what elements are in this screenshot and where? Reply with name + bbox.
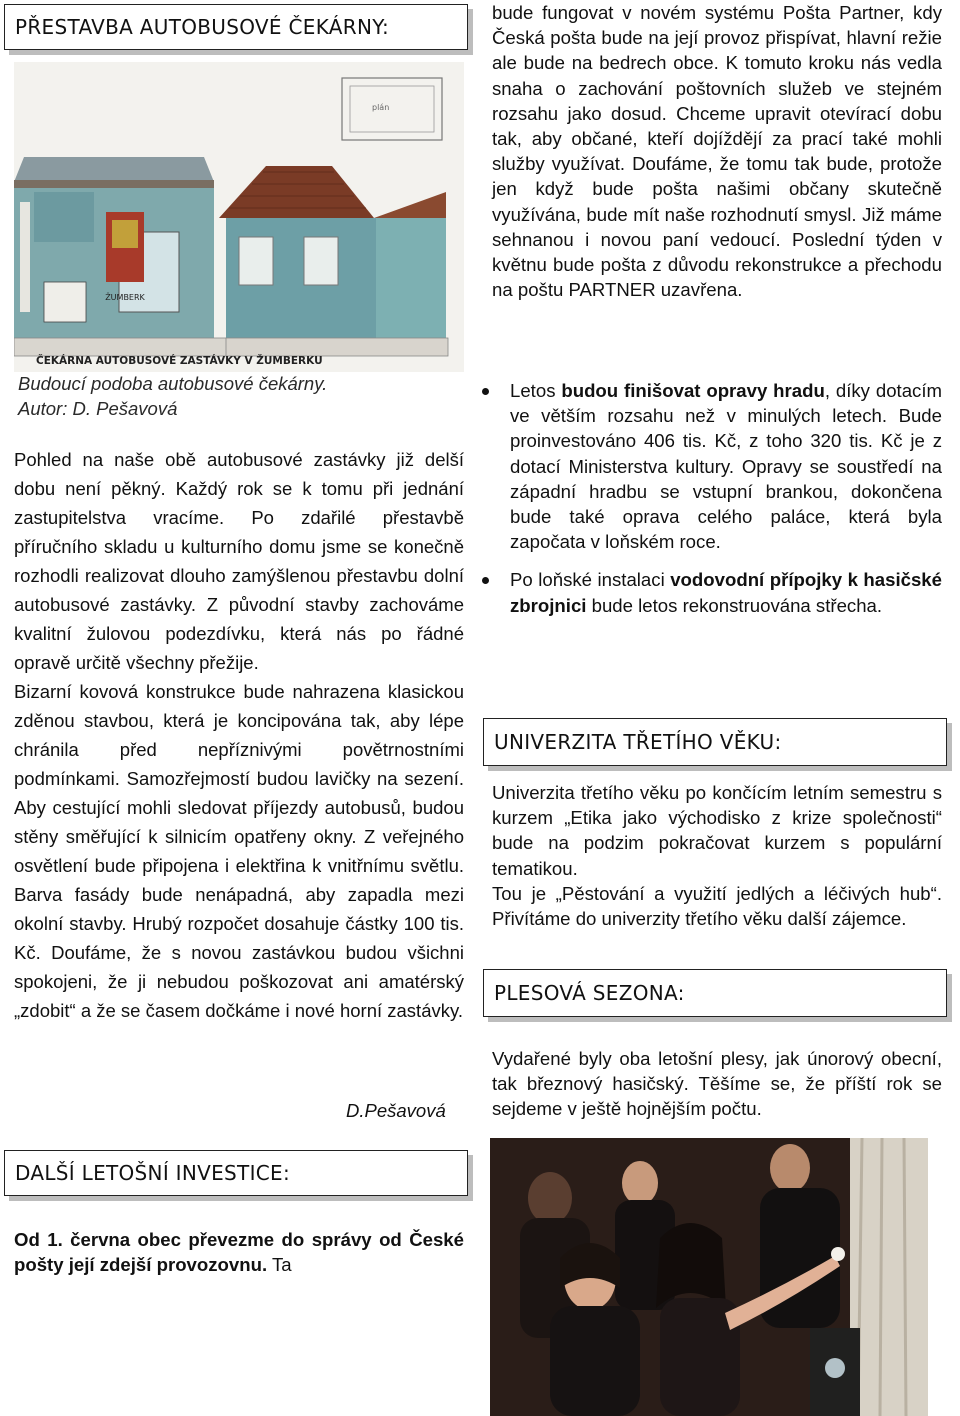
bullet-castle-post: , díky dotacím ve větším rozsahu než v minulých letech. Bude proinvestováno 406 tis. Kč, z toho 320 tis. Kč je z dotací Ministerstva kultury. Opravy se soustředí na západní hradbu se vstupní brankou, dokončena bude také oprava celého paláce, která byla započata v loňském roce.	[510, 380, 942, 553]
heading-ball-season-text: PLESOVÁ SEZONA:	[494, 981, 685, 1005]
heading-investments	[4, 1150, 468, 1196]
ball-season-article	[492, 1046, 942, 1122]
bus-shelter-article	[14, 445, 464, 1025]
drawing-caption	[18, 372, 458, 421]
post-paragraph: bude fungovat v novém systému Pošta Partner, kdy Česká pošta bude na její provoz přispívat, hlavní režie ale bude na bedrech obce. K tomuto kroku nás vedla snaha o zachování poštovních služeb ve stejném rozsahu jako dosud. Chceme upravit otevírací dobu tak, aby občané, kteří dojíždějí za prací také mohli služby využívat. Doufáme, že tomu tak bude, protože jen když bude pošta našimi občany skutečně využívána, bude mít naše rozhodnutí smysl. Již máme sehnanou i novou paní vedoucí. Poslední týden v květnu bude pošta z důvodu rekonstrukce a přechodu na poštu PARTNER uzavřena.	[492, 2, 942, 301]
heading-investments-text: DALŠÍ LETOŠNÍ INVESTICE:	[15, 1161, 291, 1185]
bus-paragraph-1: Pohled na naše obě autobusové zastávky již delší dobu není pěkný. Každý rok se k tomu při jednání zastupitelstva vracíme. Po zdařilé přestavbě příručního skladu u kulturního domu jsme se konečně rozhodli realizovat dlouho zamýšlenou přestavbu dolní autobusové zastávky. Z původní stavby zachováme kvalitní žulovou podezdívku, která nás po řádné opravě určitě všechny přežije.	[14, 449, 464, 673]
caption-line-1: Budoucí podoba autobusové čekárny.	[18, 373, 328, 394]
heading-university-text: UNIVERZITA TŘETÍHO VĚKU:	[494, 730, 782, 754]
investments-bold: Od 1. června obec převezme do správy od České pošty její zdejší provozovnu.	[14, 1229, 464, 1276]
bus-shelter-drawing-svg	[14, 62, 464, 372]
investments-intro	[14, 1227, 464, 1277]
article-signature: D.Pešavová	[346, 1100, 446, 1121]
heading-bus-shelter	[4, 4, 468, 50]
bullet-castle-bold: budou finišovat opravy hradu	[561, 380, 825, 401]
post-office-article	[492, 0, 942, 302]
shelter-sign: ŽUMBERK	[105, 293, 145, 302]
heading-university	[483, 718, 947, 766]
university-paragraph-1: Univerzita třetího věku po končícím letním semestru s kurzem „Etika jako východisko z krize společnosti“ bude na podzim pokračovat kurzem s populární tematikou.	[492, 782, 942, 879]
bus-paragraph-2: Bizarní kovová konstrukce bude nahrazena klasickou zděnou stavbou, která je koncipována tak, aby lépe chránila před nepříznivými povětrnostními podmínkami. Samozřejmostí budou lavičky na sezení. Aby cestující mohli sledovat příjezdy autobusů, budou stěny směřující k silnicím opatřeny okny. Z veřejného osvětlení bude připojena i elektřina k vnitřnímu světlu. Barva fasády bude nenápadná, aby zapadla mezi okolní stavby. Hrubý rozpočet dosahuje částky 100 tis. Kč. Doufáme, že s novou zastávkou budou všichni spokojeni, že ji nebudou poškozovat ani amatérský „zdobit“ a že se časem dočkáme i nové horní zastávky.	[14, 681, 464, 1021]
caption-line-2: Autor: D. Pešavová	[18, 397, 178, 419]
bullet-firehouse-pre: Po loňské instalaci	[510, 569, 671, 591]
heading-bus-shelter-text: PŘESTAVBA AUTOBUSOVÉ ČEKÁRNY:	[15, 15, 390, 39]
bus-shelter-drawing	[14, 62, 464, 372]
investment-bullets	[492, 378, 942, 618]
heading-ball-season	[483, 969, 947, 1017]
bullet-firehouse-bold: vodovodní přípojky k hasičské zbrojnici	[510, 569, 942, 616]
ball-paragraph: Vydařené byly oba letošní plesy, jak únorový obecní, tak březnový hasičský. Těšíme se, že příští rok se sejdeme v ještě hojnějším počtu.	[492, 1048, 942, 1120]
bullet-firehouse	[492, 567, 942, 617]
bullet-firehouse-post: bude letos rekonstruována střecha.	[586, 594, 883, 616]
investments-tail: Ta	[267, 1254, 292, 1276]
university-paragraph-2: Tou je „Pěstování a využití jedlých a léčivých hub“. Přivítáme do univerzity třetího věku další zájemce.	[492, 882, 942, 930]
plan-label: plán	[372, 103, 390, 112]
bullet-castle	[492, 378, 942, 554]
drawing-title: ČEKÁRNA AUTOBUSOVÉ ZASTÁVKY V ŽUMBERKU	[36, 355, 323, 367]
bullet-castle-pre: Letos	[510, 380, 562, 401]
ball-photo	[490, 1138, 928, 1416]
university-article	[492, 780, 942, 931]
ball-photo-svg	[490, 1138, 928, 1416]
